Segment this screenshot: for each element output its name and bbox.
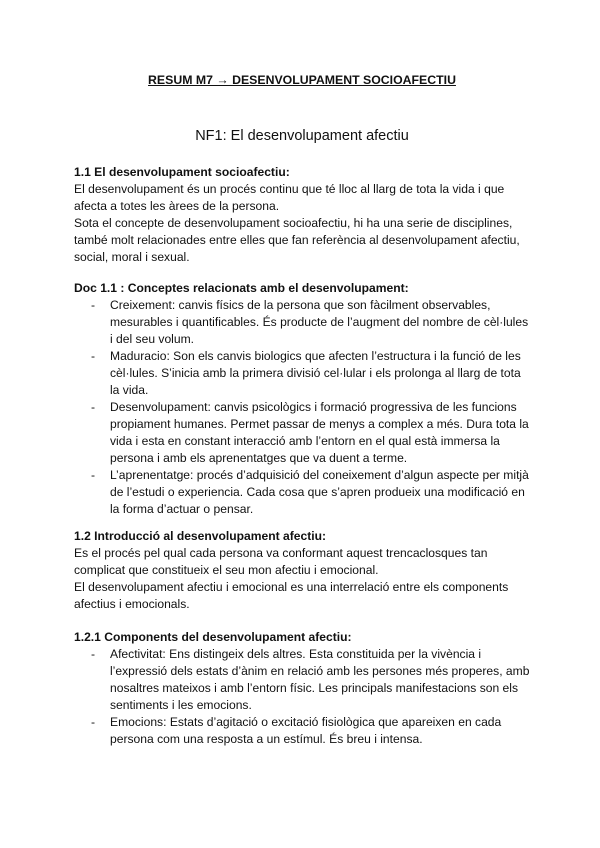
section-title: NF1: El desenvolupament afectiu xyxy=(195,128,409,144)
section-1-2-paragraph-1: Es el procés pel qual cada persona va conformant aquest trencaclosques tan complicat que constitueix el seu mon afectiu i emocional. xyxy=(74,546,488,577)
section-1-1-heading: 1.1 El desenvolupament socioafectiu: xyxy=(74,165,290,179)
doc-1-1-heading: Doc 1.1 : Conceptes relacionats amb el desenvolupament: xyxy=(74,281,409,295)
components-list xyxy=(74,646,530,748)
list-item-maduracio: - Maduracio: Son els canvis biologics que afecten l’estructura i la funció de les cèl·lules. S’inicia amb la primera divisió cel·lular i els prolonga al llarg de tota la vida. xyxy=(74,348,530,399)
list-item-aprenentatge: - L’aprenentatge: procés d’adquisició del coneixement d’algun aspecte per mitjà de l’estudi o experiencia. Cada cosa que s’apren produeix una modificació en la forma d’actuar o pensar. xyxy=(74,467,530,518)
section-1-2-heading: 1.2 Introducció al desenvolupament afectiu: xyxy=(74,529,327,543)
document-title: RESUM M7 → DESENVOLUPAMENT SOCIOAFECTIU xyxy=(148,73,456,87)
list-item-creixement: - Creixement: canvis físics de la persona que son fàcilment observables, mesurables i quantificables. És producte de l’augment del nombre de cèl·lules i del seu volum. xyxy=(74,297,530,348)
section-1-1-paragraph-2: Sota el concepte de desenvolupament socioafectiu, hi ha una serie de disciplines, també molt relacionades entre elles que fan referència al desenvolupament afectiu, social, moral i sexual. xyxy=(74,216,520,264)
section-1-1 xyxy=(74,164,530,266)
doc-1-1-list xyxy=(74,297,530,518)
section-1-2-1 xyxy=(74,629,530,748)
section-1-1-paragraph-1: El desenvolupament és un procés continu que té lloc al llarg de tota la vida i que afecta a totes les àrees de la persona. xyxy=(74,182,505,213)
section-1-2-1-heading: 1.2.1 Components del desenvolupament afectiu: xyxy=(74,630,352,644)
list-item-emocions: - Emocions: Estats d’agitació o excitació fisiològica que apareixen en cada persona com una resposta a un estímul. És breu i intensa. xyxy=(74,714,530,748)
list-item-afectivitat: - Afectivitat: Ens distingeix dels altres. Esta constituida per la vivència i l’expressió dels estats d’ànim en relació amb les persones més properes, amb nosaltres mateixos i amb l’entorn físic. Les principals manifestacions son els sentiments i les emocions. xyxy=(74,646,530,714)
list-item-desenvolupament: - Desenvolupament: canvis psicològics i formació progressiva de les funcions propiament humanes. Permet passar de menys a complex a més. Dura tota la vida i esta en constant interacció amb l’entorn en el qual està immersa la persona i amb els aprenentatges que va duent a terme. xyxy=(74,399,530,467)
section-1-2 xyxy=(74,528,530,613)
section-1-2-paragraph-2: El desenvolupament afectiu i emocional es una interrelació entre els components afectius i emocionals. xyxy=(74,580,509,611)
doc-1-1 xyxy=(74,280,530,518)
